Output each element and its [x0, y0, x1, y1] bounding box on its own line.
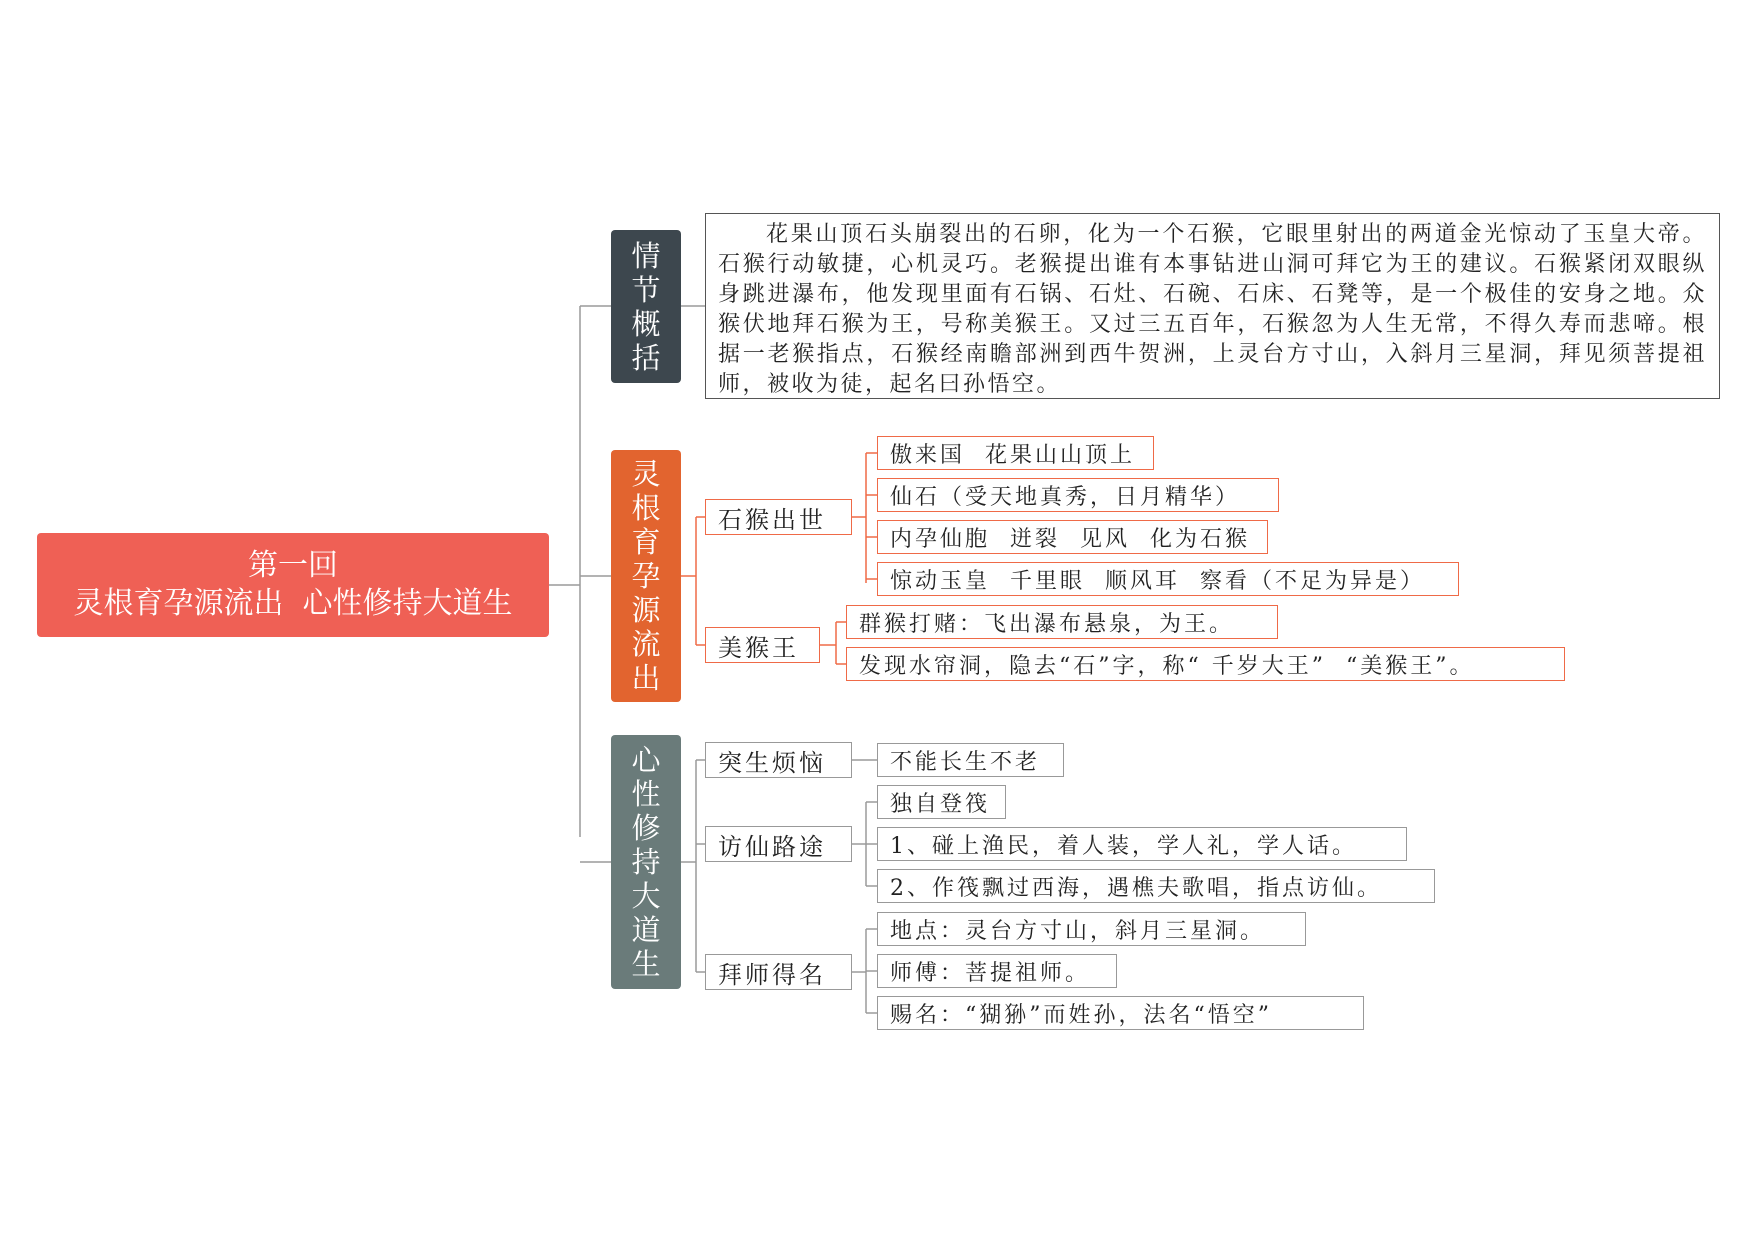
- node-journey: [705, 826, 852, 862]
- leaf-woodcutter: [877, 869, 1435, 903]
- leaf-text: 地点：灵台方寸山，斜月三星洞。: [890, 918, 1266, 944]
- leaf-text: 独自登筏: [890, 791, 991, 817]
- branch-mind-label: 心性修持大道生: [631, 743, 661, 981]
- node-stone-monkey-label: 石猴出世: [718, 505, 826, 534]
- node-stone-monkey: [705, 499, 852, 535]
- leaf-text: 群猴打赌：飞出瀑布悬泉，为王。: [859, 611, 1235, 637]
- branch-mind: [611, 735, 681, 989]
- leaf-birthplace: [877, 436, 1154, 470]
- leaf-fishermen: [877, 827, 1407, 861]
- leaf-text: 发现水帘洞，隐去“石”字，称“ 千岁大王” “美猴王”。: [859, 653, 1475, 679]
- node-master: [705, 954, 852, 990]
- leaf-text: 不能长生不老: [890, 749, 1041, 775]
- leaf-not-immortal: [877, 743, 1064, 777]
- leaf-birth: [877, 520, 1268, 554]
- branch-summary-label: 情节概括: [631, 238, 661, 375]
- leaf-immortal-stone: [877, 478, 1279, 512]
- summary-text: 花果山顶石头崩裂出的石卵，化为一个石猴，它眼里射出的两道金光惊动了玉皇大帝。石猴行动敏捷，心机灵巧。老猴提出谁有本事钻进山洞可拜它为王的建议。石猴紧闭双眼纵身跳进瀑布，他发现里面有石锅、石灶、石碗、石床、石凳等，是一个极佳的安身之地。众猴伏地拜石猴为王，号称美猴王。又过三五百年，石猴忽为人生无常，不得久寿而悲啼。根据一老猴指点，石猴经南瞻部洲到西牛贺洲，上灵台方寸山，入斜月三星洞，拜见须菩提祖师，被收为徒，起名曰孙悟空。: [718, 222, 1707, 397]
- leaf-name-given: [877, 996, 1364, 1030]
- leaf-location: [877, 912, 1306, 946]
- branch-summary: [611, 230, 681, 383]
- leaf-teacher: [877, 954, 1117, 988]
- node-worry-label: 突生烦恼: [718, 748, 826, 777]
- branch-origin-label: 灵根育孕源流出: [631, 457, 661, 695]
- leaf-text: 内孕仙胞 迸裂 见风 化为石猴: [890, 526, 1250, 552]
- branch-origin: [611, 450, 681, 702]
- leaf-jade-emperor: [877, 562, 1459, 596]
- leaf-text: 赐名：“猢狲”而姓孙，法名“悟空”: [890, 1002, 1272, 1028]
- leaf-bet: [846, 605, 1278, 639]
- node-monkey-king: [705, 627, 820, 663]
- leaf-text: 仙石（受天地真秀，日月精华）: [890, 484, 1241, 510]
- summary-text-box: [705, 213, 1720, 399]
- node-journey-label: 访仙路途: [718, 832, 826, 861]
- leaf-raft: [877, 785, 1006, 819]
- root-title: 灵根育孕源流出 心性修持大道生: [73, 586, 513, 621]
- leaf-text: 2、作筏飘过西海，遇樵夫歌唱，指点访仙。: [890, 875, 1382, 901]
- leaf-text: 1、碰上渔民，着人装，学人礼，学人话。: [890, 833, 1357, 859]
- node-monkey-king-label: 美猴王: [718, 633, 799, 662]
- node-master-label: 拜师得名: [718, 960, 826, 989]
- root-topic: [37, 533, 549, 637]
- leaf-text: 傲来国 花果山山顶上: [890, 442, 1135, 468]
- leaf-text: 师傅：菩提祖师。: [890, 960, 1091, 986]
- root-chapter: 第一回: [248, 548, 338, 583]
- node-worry: [705, 742, 852, 778]
- leaf-water-curtain-cave: [846, 647, 1565, 681]
- leaf-text: 惊动玉皇 千里眼 顺风耳 察看（不足为异是）: [890, 568, 1425, 594]
